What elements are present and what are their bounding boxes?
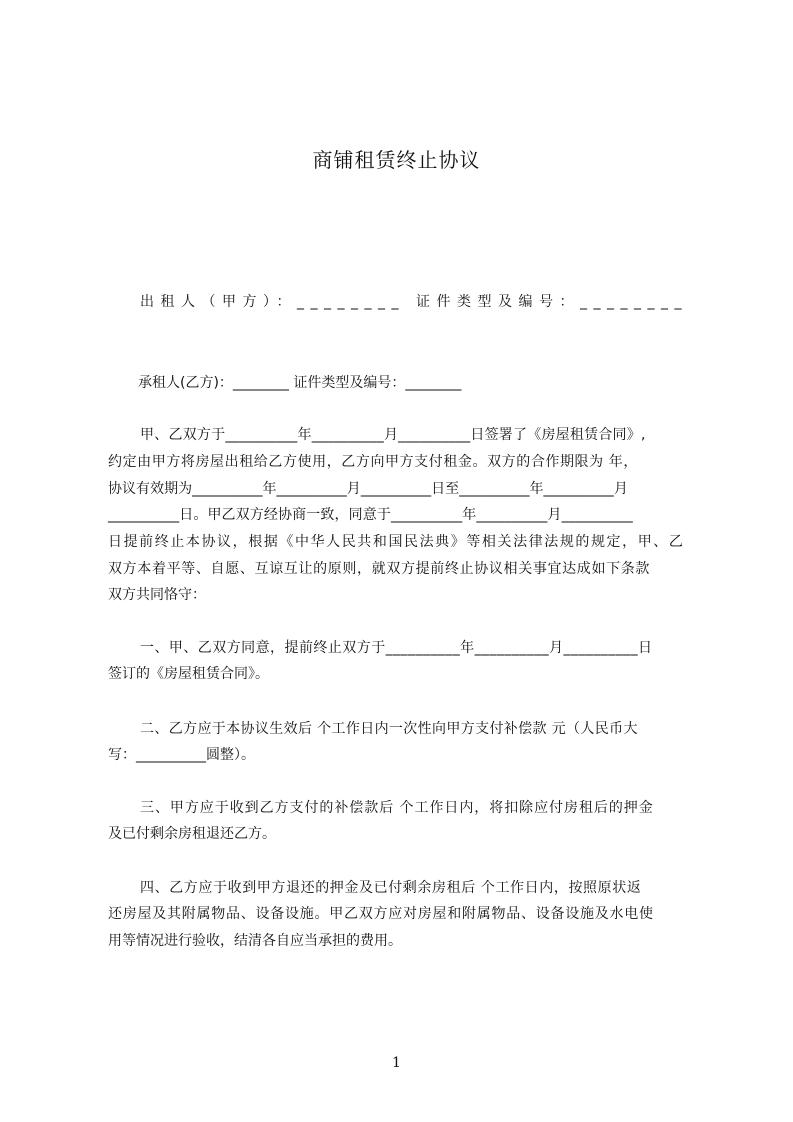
para1-line-4: __________日。甲乙双方经协商一致，同意于__________年__________月__________ (108, 507, 633, 523)
para1-line-7: 双方共同恪守： (108, 587, 206, 603)
clause3-line-1: 三、甲方应于收到乙方支付的补偿款后 个工作日内，将扣除应付房租后的押金 (140, 800, 654, 816)
lessee-line: 承租人(乙方)：________ 证件类型及编号：________ (138, 375, 462, 391)
para1-line-6: 双方本着平等、自愿、互谅互让的原则，就双方提前终止协议相关事宜达成如下条款 (108, 561, 651, 577)
clause2-line-1: 二、乙方应于本协议生效后 个工作日内一次性向甲方支付补偿款 元（人民币大 (140, 721, 638, 737)
lessor-line: 出租人（甲方）：________ 证件类型及编号：________ (140, 294, 688, 310)
clause4-line-2: 还房屋及其附属物品、设备设施。甲乙双方应对房屋和附属物品、设备设施及水电使 (108, 906, 654, 922)
clause1-line-1: 一、甲、乙双方同意，提前终止双方于__________年__________月__________日 (140, 640, 653, 656)
page-number: 1 (392, 1055, 401, 1071)
para1-line-3: 协议有效期为__________年__________月__________日至__________年__________月 (108, 481, 628, 497)
para1-line-1: 甲、乙双方于__________年__________月__________日签署了《房屋租赁合同》, (140, 427, 646, 443)
clause2-line-2: 写：__________圆整）。 (108, 747, 255, 763)
document-title: 商铺租赁终止协议 (312, 148, 481, 172)
para1-line-5: 日提前终止本协议，根据《中华人民共和国民法典》等相关法律法规的规定，甲、乙 (108, 534, 685, 550)
clause3-line-2: 及已付剩余房租退还乙方。 (108, 826, 276, 842)
clause4-line-3: 用等情况进行验收，结清各自应当承担的费用。 (108, 933, 402, 949)
clause4-line-1: 四、乙方应于收到甲方退还的押金及已付剩余房租后 个工作日内，按照原状返 (140, 880, 642, 896)
para1-line-2: 约定由甲方将房屋出租给乙方使用，乙方向甲方支付租金。双方的合作期限为 年， (108, 454, 638, 470)
clause1-line-2: 签订的《房屋租赁合同》。 (108, 666, 269, 682)
